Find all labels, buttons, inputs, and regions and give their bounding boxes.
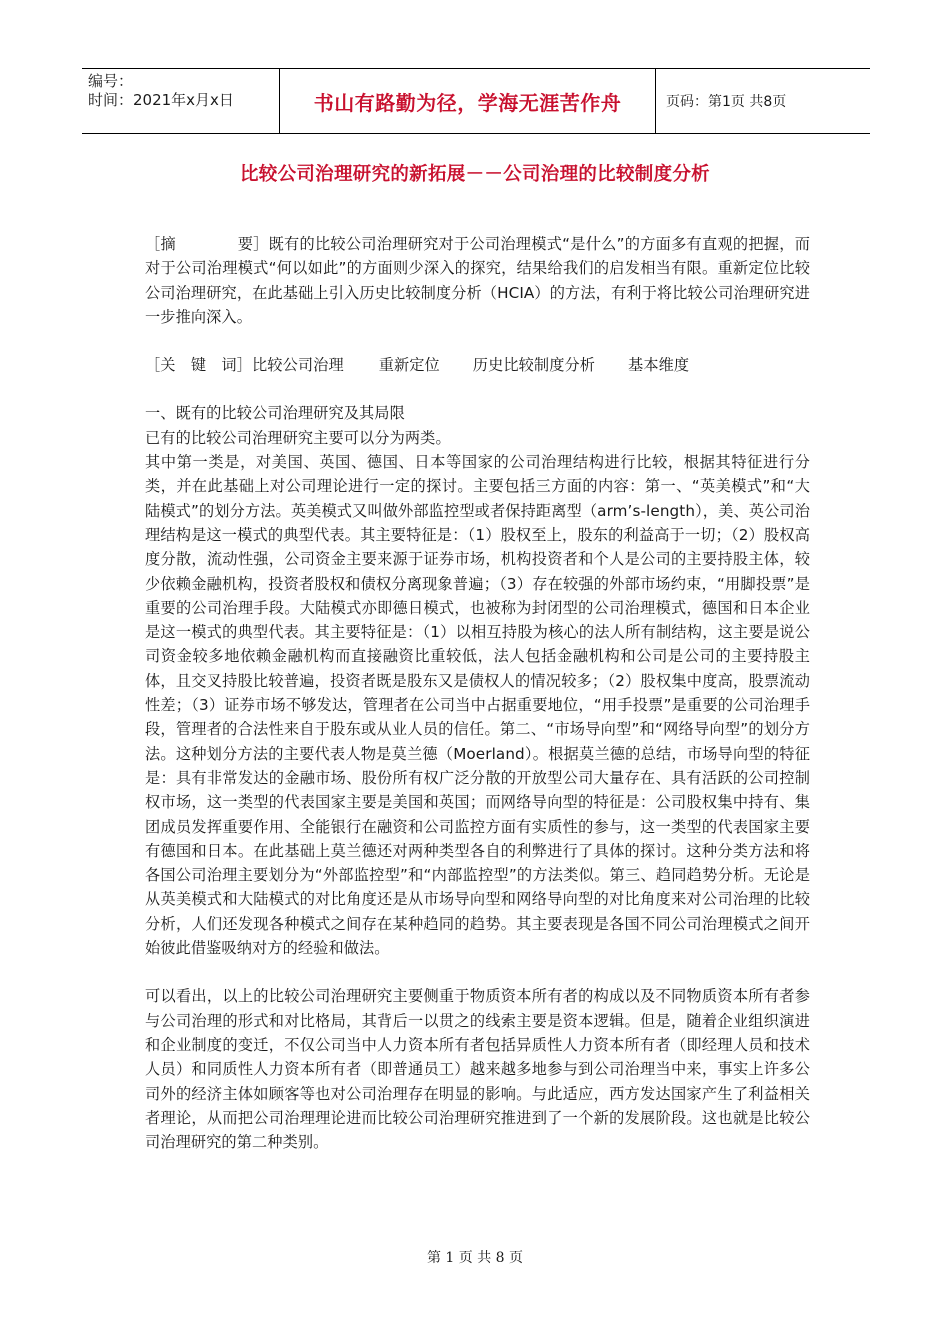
document-title: 比较公司治理研究的新拓展－－公司治理的比较制度分析 [239, 164, 710, 185]
section-heading: 一、既有的比较公司治理研究及其局限 [145, 404, 405, 423]
document-body [145, 232, 810, 1154]
body-paragraph: 可以看出，以上的比较公司治理研究主要侧重于物质资本所有者的构成以及不同物质资本所有者参与公司治理的形式和对比格局，其背后一以贯之的线索主要是资本逻辑。但是，随着企业组织演进和企业制度的变迁，不仅公司当中人力资本所有者包括异质性人力资本所有者（即经理人员和技术人员）和同质性人力资本所有者（即普通员工）越来越多地参与到公司治理当中来，事实上许多公司外的经济主体如顾客等也对公司治理存在明显的影响。与此适应，西方发达国家产生了利益相关者理论，从而把公司治理理论进而比较公司治理研究推进到了一个新的发展阶段。这也就是比较公司治理研究的第二种类别。 [145, 987, 810, 1152]
keyword-item: 历史比较制度分析 [472, 356, 596, 375]
header-meta-cell [82, 69, 280, 133]
keywords-label: ［关 键 词］比较公司治理 [145, 356, 344, 375]
header-table [82, 68, 870, 134]
abstract-paragraph: ［摘 要］既有的比较公司治理研究对于公司治理模式“是什么”的方面多有直观的把握，而对于公司治理模式“何以如此”的方面则少深入的探究，结果给我们的启发相当有限。重新定位比较公司治理研究，在此基础上引入历史比较制度分析（HCIA）的方法，有利于将比较公司治理研究进一步推向深入。 [145, 235, 810, 326]
header-motto: 书山有路勤为径，学海无涯苦作舟 [280, 69, 656, 133]
header-page-info: 页码：第1页 共8页 [666, 94, 787, 110]
section-intro: 已有的比较公司治理研究主要可以分为两类。 [145, 428, 451, 447]
document-number-label: 编号： [88, 72, 134, 90]
keyword-item: 重新定位 [378, 356, 440, 375]
body-paragraph: 其中第一类是，对美国、英国、德国、日本等国家的公司治理结构进行比较，根据其特征进行分类，并在此基础上对公司理论进行一定的探讨。主要包括三方面的内容：第一、“英美模式”和“大陆模式”的划分方法。英美模式又叫做外部监控型或者保持距离型（arm’s-length），美、英公司治理结构是这一模式的典型代表。其主要特征是：（1）股权至上，股东的利益高于一切；（2）股权高度分散，流动性强，公司资金主要来源于证券市场，机构投资者和个人是公司的主要持股主体，较少依赖金融机构，投资者股权和债权分离现象普遍；（3）存在较强的外部市场约束，“用脚投票”是重要的公司治理手段。大陆模式亦即德日模式，也被称为封闭型的公司治理模式，德国和日本企业是这一模式的典型代表。其主要特征是：（1）以相互持股为核心的法人所有制结构，这主要是说公司资金较多地依赖金融机构而直接融资比重较低，法人包括金融机构和公司是公司的主要持股主体，且交叉持股比较普遍，投资者既是股东又是债权人的情况较多；（2）股权集中度高，股票流动性差；（3）证券市场不够发达，管理者在公司当中占据重要地位，“用手投票”是重要的公司治理手段，管理者的合法性来自于股东或从业人员的信任。第二、“市场导向型”和“网络导向型”的划分方法。这种划分方法的主要代表人物是莫兰德（Moerland）。根据莫兰德的总结，市场导向型的特征是：具有非常发达的金融市场、股份所有权广泛分散的开放型公司大量存在、具有活跃的公司控制权市场，这一类型的代表国家主要是美国和英国；而网络导向型的特征是：公司股权集中持有、集团成员发挥重要作用、全能银行在融资和公司监控方面有实质性的参与，这一类型的代表国家主要有德国和日本。在此基础上莫兰德还对两种类型各自的利弊进行了具体的探讨。这种分类方法和将各国公司治理主要划分为“外部监控型”和“内部监控型”的方法类似。第三、趋同趋势分析。无论是从英美模式和大陆模式的对比角度还是从市场导向型和网络导向型的对比角度来对公司治理的比较分析，人们还发现各种模式之间存在某种趋同的趋势。其主要表现是各国不同公司治理模式之间开始彼此借鉴吸纳对方的经验和做法。 [145, 453, 810, 958]
keyword-item: 基本维度 [628, 356, 690, 375]
page-footer: 第 1 页 共 8 页 [426, 1250, 524, 1266]
keywords-line [145, 353, 810, 377]
document-date-label: 时间：2021年x月x日 [88, 91, 234, 109]
